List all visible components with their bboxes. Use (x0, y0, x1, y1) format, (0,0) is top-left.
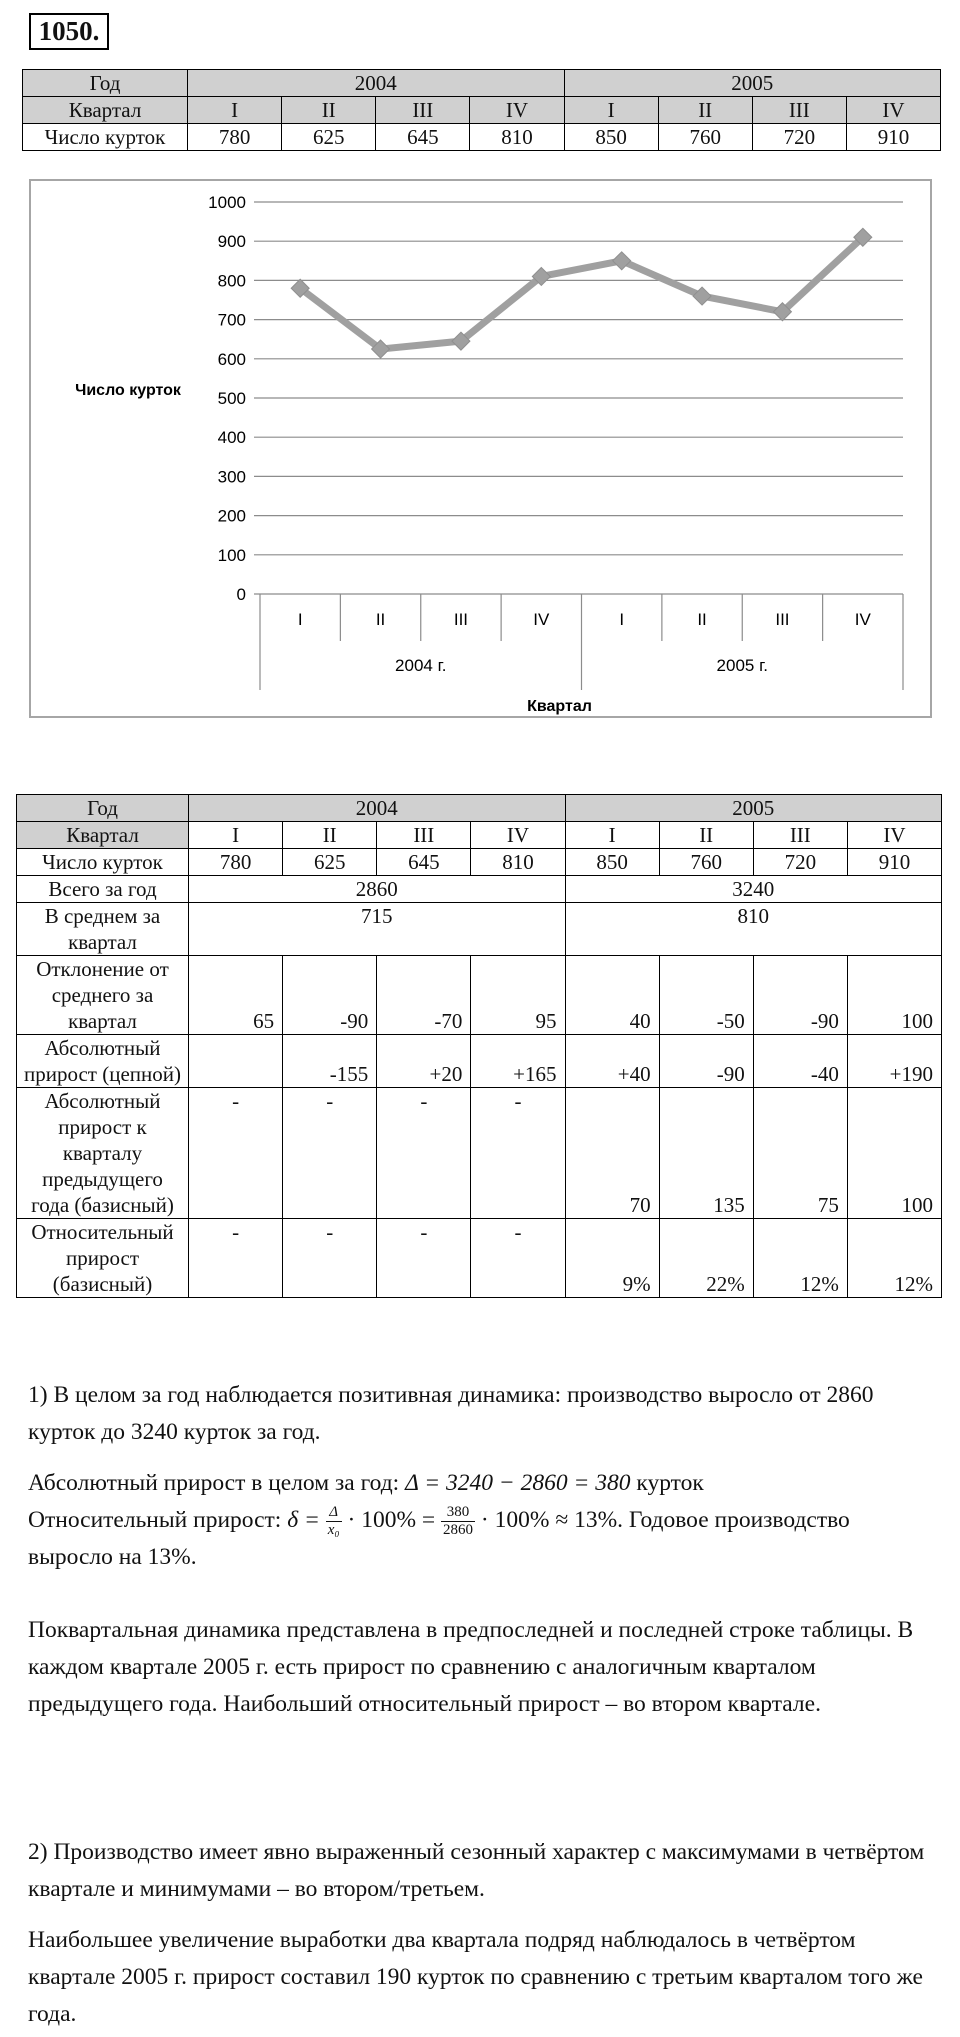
rel-base-label: Относительный прирост (базисный) (17, 1219, 189, 1298)
average-2005: 810 (565, 903, 942, 956)
table-row (17, 876, 942, 903)
rel-base-cell: 9% (565, 1219, 659, 1298)
x-tick-label: II (375, 610, 386, 629)
quarter-cell: III (752, 97, 846, 124)
abs-growth-formula: Δ = 3240 − 2860 = 380 (405, 1470, 631, 1496)
year-label: Год (17, 795, 189, 822)
deviation-cell: 40 (565, 956, 659, 1035)
y-tick-label: 700 (217, 310, 246, 330)
x-axis-title: Квартал (527, 698, 592, 715)
count-cell: 780 (188, 124, 282, 151)
deviation-cell: -90 (753, 956, 847, 1035)
abs-chain-label: Абсолютный прирост (цепной) (17, 1035, 189, 1088)
quarter-cell: III (377, 822, 471, 849)
quarter-cell: I (189, 822, 283, 849)
quarter-cell: II (282, 97, 376, 124)
y-tick-label: 900 (217, 232, 246, 252)
y-tick-label: 100 (217, 545, 246, 565)
y-tick-label: 500 (217, 389, 246, 408)
series-line (300, 237, 863, 349)
deviation-cell: -50 (659, 956, 753, 1035)
y-axis-title: Число курток (75, 382, 181, 399)
average-2004: 715 (189, 903, 566, 956)
chart-canvas (31, 181, 930, 716)
abs-base-cell: - (471, 1088, 565, 1219)
line-chart (29, 179, 932, 718)
x-tick-label: IV (854, 610, 871, 629)
data-table (22, 69, 941, 151)
table-row (17, 903, 942, 956)
fraction-380-2860 (441, 1504, 475, 1539)
paragraph-text: 1) В целом за год наблюдается позитивная динамика: производство выросло от 2860 курток до 3240 курток за год. (28, 1382, 874, 1445)
rel-base-cell: 22% (659, 1219, 753, 1298)
abs-chain-cell: +20 (377, 1035, 471, 1088)
quarter-cell: IV (846, 97, 940, 124)
rel-growth-lead: Относительный прирост: (28, 1507, 288, 1533)
rel-growth-mid: · 100% = (341, 1507, 442, 1533)
year-2004: 2004 (188, 70, 565, 97)
quarter-label: Квартал (17, 822, 189, 849)
x-group-label: 2004 г. (395, 656, 447, 675)
rel-growth-line (28, 1502, 933, 1576)
rel-growth-tail: · 100% ≈ 13%. Годовое производство выросло на 13%. (28, 1507, 850, 1571)
table-row (17, 1035, 942, 1088)
fraction-numerator: Δ (326, 1504, 342, 1522)
count-cell: 645 (376, 124, 470, 151)
year-label: Год (23, 70, 188, 97)
quarter-cell: II (283, 822, 377, 849)
table-row (17, 1219, 942, 1298)
quarter-cell: IV (847, 822, 941, 849)
table-row (17, 956, 942, 1035)
quarter-cell: II (659, 822, 753, 849)
x-tick-label: III (775, 610, 790, 629)
count-cell: 910 (847, 849, 941, 876)
deviation-cell: -70 (377, 956, 471, 1035)
deviation-cell: 95 (471, 956, 565, 1035)
paragraph-4 (28, 1612, 933, 1723)
x-group-label: 2005 г. (716, 656, 768, 675)
count-label: Число курток (23, 124, 188, 151)
y-tick-label: 800 (217, 271, 246, 291)
abs-growth-tail: курток (630, 1470, 704, 1496)
table-row (23, 97, 941, 124)
abs-base-label: Абсолютный прирост к кварталу предыдущего года (базисный) (17, 1088, 189, 1219)
abs-chain-cell: -40 (753, 1035, 847, 1088)
table-row (17, 795, 942, 822)
analysis-table (16, 794, 942, 1298)
count-cell: 810 (471, 849, 565, 876)
count-cell: 625 (282, 124, 376, 151)
year-2005: 2005 (564, 70, 941, 97)
count-cell: 720 (752, 124, 846, 151)
rel-base-cell: - (189, 1219, 283, 1298)
deviation-cell: 100 (847, 956, 941, 1035)
abs-growth-lead: Абсолютный прирост в целом за год: (28, 1470, 406, 1496)
abs-base-cell: - (189, 1088, 283, 1219)
deviation-label: Отклонение от среднего за квартал (17, 956, 189, 1035)
abs-base-cell: - (283, 1088, 377, 1219)
total-label: Всего за год (17, 876, 189, 903)
table-row (17, 849, 942, 876)
count-cell: 910 (846, 124, 940, 151)
rel-base-cell: 12% (847, 1219, 941, 1298)
abs-base-cell: 100 (847, 1088, 941, 1219)
abs-chain-cell (189, 1035, 283, 1088)
quarter-cell: III (753, 822, 847, 849)
y-tick-label: 200 (217, 506, 246, 526)
quarter-cell: I (564, 97, 658, 124)
abs-chain-cell: +190 (847, 1035, 941, 1088)
abs-chain-cell: -155 (283, 1035, 377, 1088)
count-cell: 760 (659, 849, 753, 876)
x-tick-label: IV (533, 610, 550, 629)
count-cell: 720 (753, 849, 847, 876)
abs-chain-cell: +165 (471, 1035, 565, 1088)
abs-base-cell: - (377, 1088, 471, 1219)
count-cell: 850 (564, 124, 658, 151)
table-row (17, 1088, 942, 1219)
y-tick-label: 1000 (208, 193, 246, 212)
rel-base-cell: - (283, 1219, 377, 1298)
count-cell: 760 (658, 124, 752, 151)
quarter-label: Квартал (23, 97, 188, 124)
abs-growth-line (28, 1465, 933, 1502)
rel-base-cell: - (377, 1219, 471, 1298)
fraction-denominator: x₀ (327, 1522, 340, 1539)
abs-base-cell: 135 (659, 1088, 753, 1219)
abs-base-cell: 75 (753, 1088, 847, 1219)
deviation-cell: 65 (189, 956, 283, 1035)
quarter-cell: IV (471, 822, 565, 849)
total-2004: 2860 (189, 876, 566, 903)
table-row (23, 124, 941, 151)
quarter-cell: I (188, 97, 282, 124)
fraction-numerator: 380 (441, 1504, 475, 1522)
x-tick-label: I (297, 610, 303, 629)
count-cell: 625 (283, 849, 377, 876)
y-tick-label: 0 (236, 585, 246, 604)
fraction-delta-x0 (326, 1504, 342, 1539)
abs-base-cell: 70 (565, 1088, 659, 1219)
x-tick-label: I (619, 610, 625, 629)
quarter-cell: IV (470, 97, 564, 124)
rel-growth-delta: δ = (287, 1507, 326, 1533)
y-tick-label: 600 (217, 349, 246, 369)
year-2005: 2005 (565, 795, 942, 822)
x-tick-label: III (453, 610, 469, 629)
paragraph-text: Наибольшее увеличение выработки два квартала подряд наблюдалось в четвёртом квартале 2005 г. прирост составил 190 курток по сравнению с третьим кварталом того же года. (28, 1927, 923, 2027)
quarter-cell: I (565, 822, 659, 849)
quarter-cell: III (376, 97, 470, 124)
count-cell: 780 (189, 849, 283, 876)
abs-chain-cell: +40 (565, 1035, 659, 1088)
paragraph-6 (28, 1922, 933, 2033)
paragraph-1 (28, 1377, 933, 1451)
table-row (23, 70, 941, 97)
y-tick-label: 300 (217, 467, 246, 487)
problem-number: 1050. (29, 13, 109, 50)
count-label: Число курток (17, 849, 189, 876)
x-tick-label: II (697, 610, 707, 629)
total-2005: 3240 (565, 876, 942, 903)
paragraph-2 (28, 1465, 933, 1576)
y-tick-label: 400 (217, 428, 246, 448)
count-cell: 850 (565, 849, 659, 876)
quarter-cell: II (658, 97, 752, 124)
paragraph-5 (28, 1834, 933, 1908)
average-label: В среднем за квартал (17, 903, 189, 956)
count-cell: 810 (470, 124, 564, 151)
count-cell: 645 (377, 849, 471, 876)
year-2004: 2004 (189, 795, 566, 822)
table-row (17, 822, 942, 849)
paragraph-text: Поквартальная динамика представлена в предпоследней и последней строке таблицы. В каждом квартале 2005 г. есть прирост по сравнению с аналогичным кварталом предыдущего года. Наибольший относительный прирост – во втором квартале. (28, 1617, 914, 1717)
deviation-cell: -90 (283, 956, 377, 1035)
abs-chain-cell: -90 (659, 1035, 753, 1088)
paragraph-text: 2) Производство имеет явно выраженный сезонный характер с максимумами в четвёртом квартале и минимумами – во втором/третьем. (28, 1839, 925, 1902)
rel-base-cell: - (471, 1219, 565, 1298)
rel-base-cell: 12% (753, 1219, 847, 1298)
fraction-denominator: 2860 (443, 1522, 474, 1539)
